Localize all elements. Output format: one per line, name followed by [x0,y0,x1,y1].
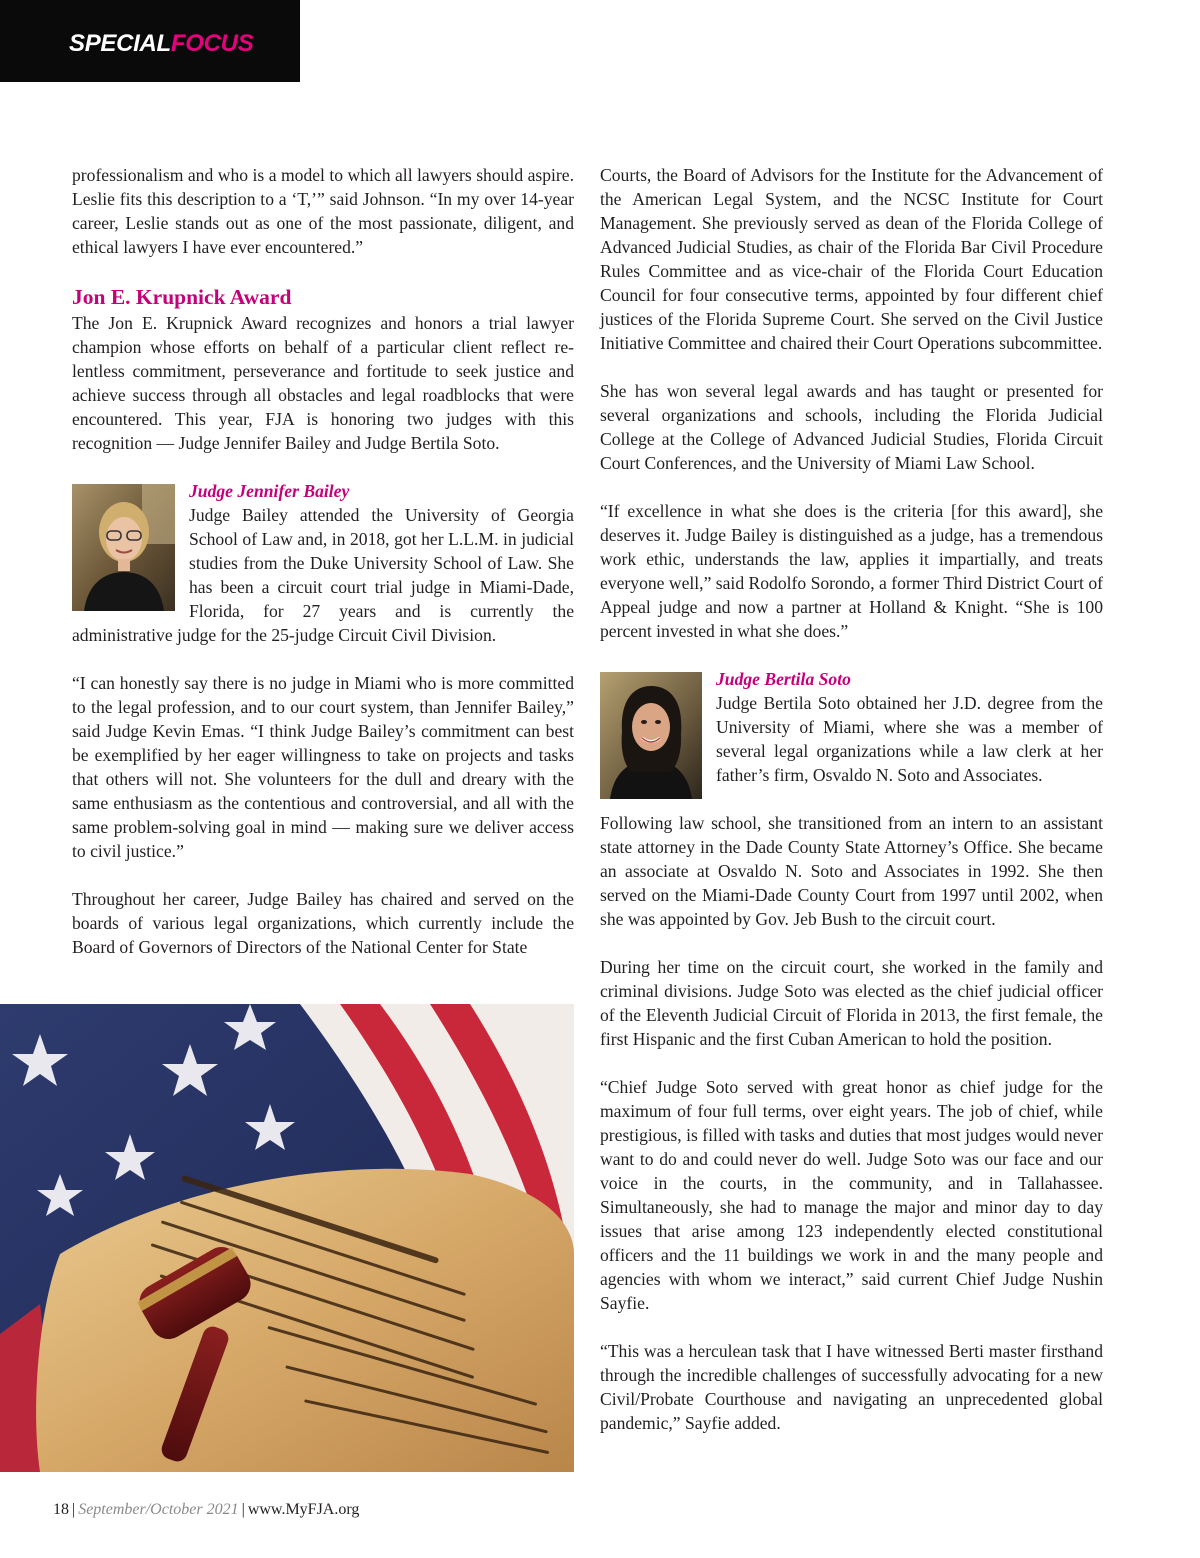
intro-paragraph: professionalism and who is a model to which all lawyers should aspire. Leslie fits this description to a ‘T,’” said Johnson. “In my over 14-year career, Leslie stands out as one of the most passionate, diligent, and ethical lawyers I have ever encountered.” [72,165,574,257]
section-title-special: SPECIAL [69,30,171,57]
website-link[interactable]: www.MyFJA.org [247,1501,360,1518]
bailey-section [72,479,574,647]
constitution-gavel-illustration [0,1004,574,1472]
bailey-career: Throughout her career, Judge Bailey has chaired and served on the boards of various legal organizations, which currently include the Board of Governors of Directors of the National Center for State [72,889,574,957]
soto-subhead: Judge Bertila Soto [716,669,851,689]
soto-section [600,667,1103,787]
bailey-boards: Courts, the Board of Advisors for the Institute for the Advancement of the American Legal System, and the NCSC Institute for Court Management. She previously served as dean of the Florida College of Advanced Judicial Studies, as chair of the Florida Bar Civil Procedure Rules Committee and as vice-chair of the Florida Court Education Council for four consecutive terms, appointed by four different chief justices of the Florida Supreme Court. She served on the Civil Justice Initiative Committee and chaired their Court Operations subcommittee. [600,165,1103,353]
sorondo-quote: “If excellence in what she does is the criteria [for this award], she deserves it. Judge Bailey is distinguished as a judge, has a tremendous work ethic, understands the law, applies it impartially, and treats everyone well,” said Rodolfo Sorondo, a former Third District Court of Appeal judge and now a partner at Holland & Knight. “She is 100 percent invested in what she does.” [600,501,1103,641]
section-title-focus: FOCUS [170,30,254,57]
footer-separator: | [72,1501,76,1518]
bailey-portrait [72,484,175,611]
flag-constitution-gavel-image [0,1004,574,1472]
soto-career: Following law school, she transitioned from an intern to an assistant state attorney in the Dade County State Attorney’s Office. She became an associate at Osvaldo N. Soto and Associates in 1992. She then served on the Miami-Dade County Court from 1997 until 2002, when she was appointed by Gov. Jeb Bush to the circuit court. [600,813,1103,929]
soto-circuit: During her time on the circuit court, she worked in the family and criminal divisions. Judge Soto was elected as the chief judicial officer of the Eleventh Judicial Circuit of Florida in 2013, the first female, the first Hispanic and the first Cuban American to hold the position. [600,957,1103,1049]
bailey-bio: Judge Bailey attended the University of Georgia School of Law and, in 2018, got her L.L.M. in judicial studies from the Duke University School of Law. She has been a circuit court trial judge in Miami-Dade, Florida, for 27 years and is currently the administrative judge for the 25-judge Circuit Civil Division. [72,505,574,645]
bailey-subhead: Judge Jennifer Bailey [189,481,350,501]
soto-portrait-image [600,672,702,799]
right-column [600,163,1103,1435]
bailey-awards: She has won several legal awards and has taught or presented for several organizations and schools, including the Florida Judicial College at the College of Advanced Judicial Studies, Florida Circuit Court Conferences, and the University of Miami Law School. [600,381,1103,473]
section-tab [0,0,300,82]
award-description: The Jon E. Krupnick Award recognizes and honors a trial lawyer champion whose efforts on behalf of a particular client reflect relentless commitment, perseverance and fortitude to seek justice and achieve success through all obstacles and legal roadblocks that were encountered. This year, FJA is honoring two judges with this recognition — Judge Jennifer Bailey and Judge Bertila Soto. [72,313,574,453]
page-footer [53,1500,359,1520]
bailey-portrait-image [72,484,175,611]
section-title [69,29,253,59]
emas-quote: “I can honestly say there is no judge in Miami who is more committed to the legal profession, and to our court system, than Jennifer Bailey,” said Judge Kevin Emas. “I think Judge Bailey’s commitment can best be exemplified by her eager willingness to take on projects and tasks that others will not. She volunteers for the dull and dreary with the same enthusiasm as the contentious and controversial, and all with the same problem-solving goal in mind — making sure we deliver access to civil justice.” [72,673,574,861]
left-column [72,163,574,959]
footer-separator: | [241,1501,245,1518]
issue-date: September/October 2021 [78,1501,239,1518]
sayfie-quote: “Chief Judge Soto served with great honor as chief judge for the maximum of four full terms, over eight years. The job of chief, while prestigious, is filled with tasks and duties that most judges would never want to do and could never do well. Judge Soto was our face and our voice in the courts, in the community, and in Tallahassee. Simultaneously, she had to manage the major and minor day to day issues that arise among 123 independently elected constitutional officers and the 11 buildings we work in and the many people and agencies with whom we interact,” said current Chief Judge Nushin Sayfie. [600,1077,1103,1313]
sayfie-closing: “This was a herculean task that I have witnessed Berti master firsthand through the incredible challenges of successfully advocating for a new Civil/Probate Courthouse and navigating an unprecedented global pandemic,” Sayfie added. [600,1341,1103,1433]
soto-bio: Judge Bertila Soto obtained her J.D. degree from the University of Miami, where she was a member of several legal organizations while a law clerk at her father’s firm, Osvaldo N. Soto and Associates. [716,693,1103,785]
soto-portrait [600,672,702,799]
award-heading: Jon E. Krupnick Award [72,285,292,309]
page-number: 18 [53,1501,69,1518]
